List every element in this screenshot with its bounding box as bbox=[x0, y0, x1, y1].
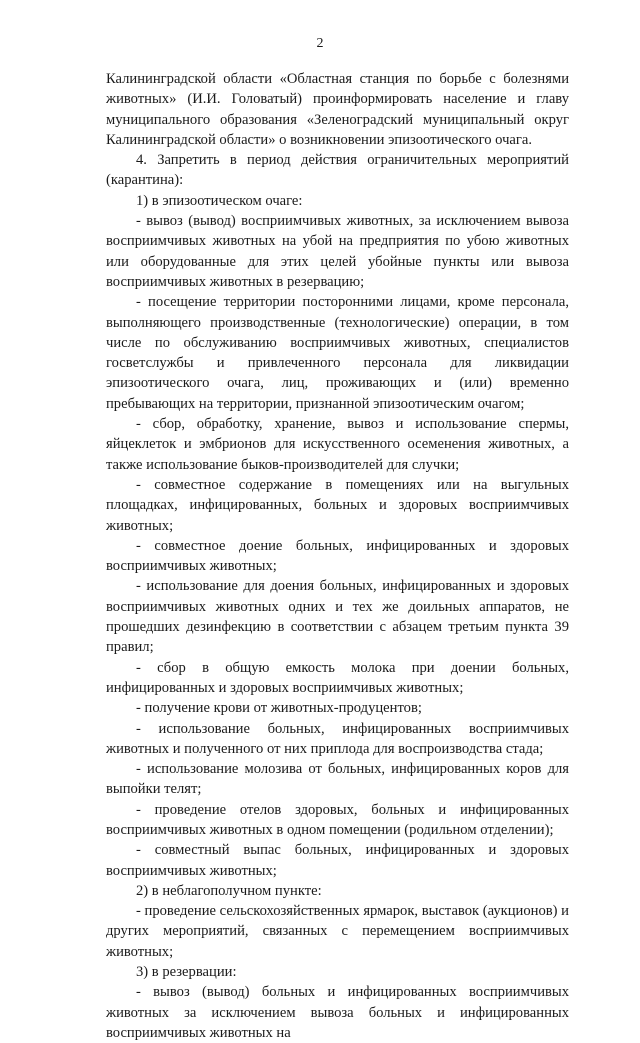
paragraph: - посещение территории посторонними лицами, кроме персонала, выполняющего производственные (технологические) операции, в том числе по обслуживанию восприимчивых животных, специалистов госветслужбы и привлеченного персонала для ликвидации эпизоотического очага, лиц, проживающих и (или) временно пребывающих на территории, признанной эпизоотическим очагом; bbox=[106, 294, 569, 412]
paragraph: - сбор, обработку, хранение, вывоз и использование спермы, яйцеклеток и эмбрионов для искусственного осеменения животных, а также использование быков-производителей для случки; bbox=[106, 416, 569, 473]
paragraph: Калининградской области «Областная станция по борьбе с болезнями животных» (И.И. Головатый) проинформировать население и главу муниципального образования «Зеленоградский муниципальный округ Калининградской области» о возникновении эпизоотического очага. bbox=[106, 71, 569, 148]
paragraph: - получение крови от животных-продуцентов; bbox=[136, 700, 422, 717]
paragraph: - использование больных, инфицированных восприимчивых животных и полученного от них приплода для воспроизводства стада; bbox=[106, 720, 569, 757]
paragraph: - вывоз (вывод) восприимчивых животных, за исключением вывоза восприимчивых животных на убой на предприятия по убою животных или оборудованные для этих целей убойные пункты или вывоза восприимчивых животных в резервацию; bbox=[106, 213, 569, 290]
paragraph: 1) в эпизоотическом очаге: bbox=[136, 192, 303, 209]
document-body bbox=[106, 69, 569, 1043]
paragraph: - использование молозива от больных, инфицированных коров для выпойки телят; bbox=[106, 761, 569, 798]
paragraph: - сбор в общую емкость молока при доении больных, инфицированных и здоровых восприимчивых животных; bbox=[106, 659, 569, 696]
paragraph: - совместное доение больных, инфицированных и здоровых восприимчивых животных; bbox=[106, 537, 569, 575]
paragraph: 4. Запретить в период действия ограничительных мероприятий (карантина): bbox=[106, 152, 569, 189]
paragraph: 3) в резервации: bbox=[136, 964, 237, 981]
paragraph: - вывоз (вывод) больных и инфицированных восприимчивых животных за исключением вывоза больных и инфицированных восприимчивых животных на bbox=[106, 984, 569, 1041]
paragraph: - совместный выпас больных, инфицированных и здоровых восприимчивых животных; bbox=[106, 842, 569, 879]
page-number: 2 bbox=[316, 36, 324, 51]
paragraph: - использование для доения больных, инфицированных и здоровых восприимчивых животных одних и тех же доильных аппаратов, не прошедших дезинфекцию в соответствии с абзацем третьим пункта 39 правил; bbox=[106, 578, 569, 656]
paragraph: - проведение отелов здоровых, больных и инфицированных восприимчивых животных в одном помещении (родильном отделении); bbox=[106, 801, 569, 838]
paragraph: 2) в неблагополучном пункте: bbox=[136, 882, 322, 899]
paragraph: - проведение сельскохозяйственных ярмарок, выставок (аукционов) и других мероприятий, связанных с перемещением восприимчивых животных; bbox=[106, 903, 569, 960]
paragraph: - совместное содержание в помещениях или на выгульных площадках, инфицированных, больных и здоровых восприимчивых животных; bbox=[106, 476, 569, 534]
